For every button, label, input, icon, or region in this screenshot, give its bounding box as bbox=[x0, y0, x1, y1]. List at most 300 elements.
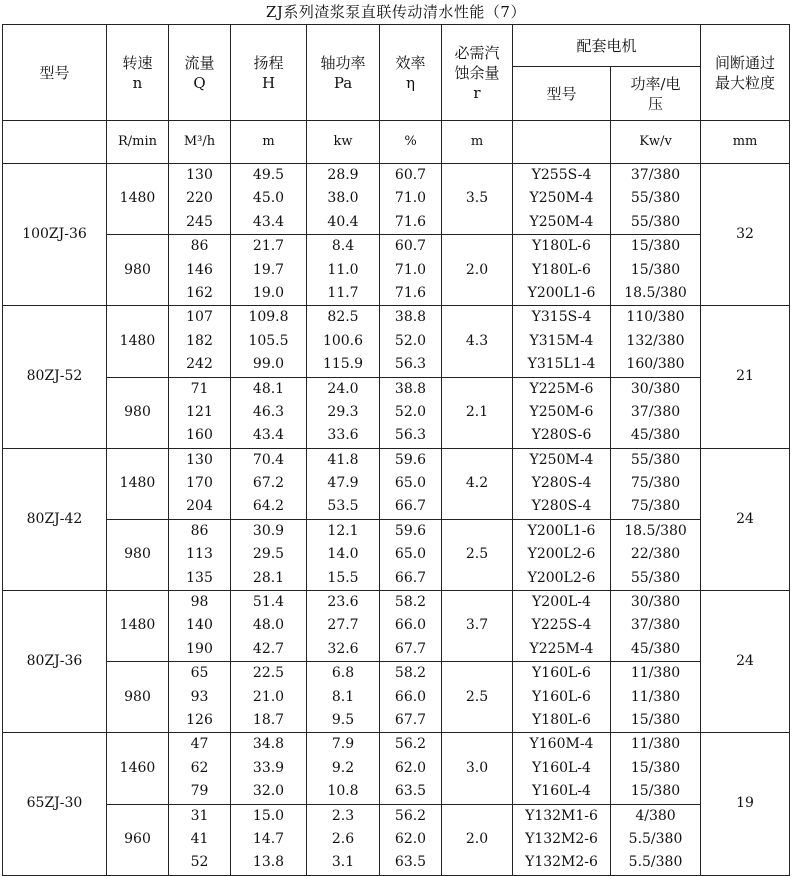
table-body bbox=[3, 164, 790, 876]
efficiency-values bbox=[380, 804, 442, 875]
power-cell: 28.9 bbox=[327, 167, 359, 183]
head-cell: 67.2 bbox=[252, 475, 285, 492]
header-flow: 流量 Q bbox=[169, 25, 231, 121]
motor-model-values bbox=[513, 733, 611, 804]
flow-cell: 126 bbox=[186, 711, 213, 728]
flow-cell: 107 bbox=[186, 309, 213, 326]
head-values bbox=[231, 377, 307, 448]
power-cell: 7.9 bbox=[331, 736, 355, 753]
efficiency-values bbox=[380, 662, 442, 733]
power-cell: 11.7 bbox=[327, 284, 359, 301]
speed-value: 980 bbox=[107, 519, 169, 590]
motor-model-cell: Y280S-4 bbox=[531, 475, 592, 492]
header-efficiency: 效率 η bbox=[380, 25, 442, 121]
unit-motor-power: Kw/v bbox=[611, 121, 701, 164]
table-row bbox=[3, 164, 790, 235]
speed-value: 980 bbox=[107, 235, 169, 306]
header-npsh: 必需汽 蚀余量 r bbox=[442, 25, 513, 121]
motor-model-cell: Y200L1-6 bbox=[527, 522, 596, 539]
speed-value: 960 bbox=[107, 804, 169, 875]
motor-model-cell: Y160M-4 bbox=[529, 736, 594, 753]
particle-size: 19 bbox=[701, 733, 790, 875]
flow-cell: 242 bbox=[186, 356, 213, 373]
power-cell: 53.5 bbox=[327, 498, 359, 515]
flow-values bbox=[169, 662, 231, 733]
head-values bbox=[231, 733, 307, 804]
head-values bbox=[231, 164, 307, 235]
motor-power-values bbox=[611, 519, 701, 590]
pump-model: 65ZJ-30 bbox=[3, 733, 107, 875]
flow-cell: 170 bbox=[186, 475, 213, 492]
efficiency-cell: 66.7 bbox=[394, 569, 427, 586]
head-cell: 21.7 bbox=[252, 238, 285, 255]
head-values bbox=[231, 662, 307, 733]
head-cell: 22.5 bbox=[252, 665, 285, 682]
power-cell: 14.0 bbox=[327, 546, 359, 563]
motor-power-cell: 15/380 bbox=[630, 759, 681, 776]
flow-cell: 41 bbox=[190, 830, 209, 847]
power-cell: 29.3 bbox=[327, 403, 359, 420]
motor-power-cell: 55/380 bbox=[630, 190, 681, 207]
head-cell: 43.4 bbox=[252, 427, 285, 444]
npsh-value: 2.0 bbox=[442, 804, 513, 875]
efficiency-cell: 38.8 bbox=[394, 380, 427, 397]
motor-power-cell: 30/380 bbox=[630, 380, 681, 397]
power-values bbox=[307, 733, 380, 804]
motor-model-cell: Y132M2-6 bbox=[525, 830, 598, 847]
motor-model-cell: Y180L-6 bbox=[532, 261, 591, 278]
efficiency-cell: 65.0 bbox=[394, 546, 427, 563]
motor-model-cell: Y132M2-6 bbox=[525, 854, 598, 871]
motor-power-cell: 110/380 bbox=[626, 309, 685, 326]
table-row bbox=[3, 733, 790, 804]
power-cell: 3.1 bbox=[331, 854, 355, 871]
motor-model-cell: Y250M-4 bbox=[529, 451, 594, 468]
efficiency-values bbox=[380, 591, 442, 662]
motor-power-cell: 4/380 bbox=[635, 807, 676, 824]
efficiency-cell: 71.6 bbox=[394, 284, 427, 301]
flow-cell: 130 bbox=[186, 451, 213, 468]
efficiency-cell: 66.7 bbox=[394, 498, 427, 515]
power-values bbox=[307, 448, 380, 519]
head-cell: 14.7 bbox=[252, 830, 285, 847]
motor-power-cell: 55/380 bbox=[630, 569, 681, 586]
motor-model-values bbox=[513, 164, 611, 235]
head-cell: 13.8 bbox=[252, 854, 285, 871]
motor-model-cell: Y180L-6 bbox=[532, 238, 591, 255]
speed-value: 1480 bbox=[107, 306, 169, 377]
npsh-value: 3.5 bbox=[442, 164, 513, 235]
motor-model-cell: Y315M-4 bbox=[529, 332, 594, 349]
motor-power-cell: 5.5/380 bbox=[628, 854, 683, 871]
head-cell: 46.3 bbox=[252, 403, 285, 420]
power-cell: 9.2 bbox=[331, 759, 355, 776]
header-speed: 转速 n bbox=[107, 25, 169, 121]
head-cell: 70.4 bbox=[252, 451, 285, 468]
power-cell: 24.0 bbox=[327, 380, 359, 397]
efficiency-cell: 59.6 bbox=[394, 451, 427, 468]
motor-model-values bbox=[513, 519, 611, 590]
flow-cell: 130 bbox=[186, 167, 213, 183]
efficiency-values bbox=[380, 164, 442, 235]
power-cell: 6.8 bbox=[331, 665, 355, 682]
flow-cell: 62 bbox=[190, 759, 209, 776]
head-cell: 19.0 bbox=[252, 284, 285, 301]
power-values bbox=[307, 591, 380, 662]
flow-cell: 93 bbox=[190, 688, 209, 705]
motor-power-values bbox=[611, 164, 701, 235]
efficiency-cell: 66.0 bbox=[394, 688, 427, 705]
npsh-value: 4.3 bbox=[442, 306, 513, 377]
flow-cell: 71 bbox=[190, 380, 209, 397]
head-cell: 48.1 bbox=[252, 380, 285, 397]
motor-model-cell: Y160L-6 bbox=[532, 688, 591, 705]
head-cell: 18.7 bbox=[252, 711, 285, 728]
motor-model-cell: Y200L1-6 bbox=[527, 284, 596, 301]
motor-model-cell: Y200L-4 bbox=[532, 594, 591, 611]
npsh-value: 3.0 bbox=[442, 733, 513, 804]
efficiency-cell: 62.0 bbox=[394, 759, 427, 776]
motor-power-cell: 132/380 bbox=[626, 332, 685, 349]
table-row bbox=[3, 591, 790, 662]
power-values bbox=[307, 519, 380, 590]
efficiency-values bbox=[380, 306, 442, 377]
head-values bbox=[231, 804, 307, 875]
motor-power-cell: 22/380 bbox=[630, 546, 681, 563]
motor-power-cell: 11/380 bbox=[630, 736, 681, 753]
motor-power-cell: 15/380 bbox=[630, 711, 681, 728]
performance-table bbox=[2, 24, 790, 876]
flow-cell: 98 bbox=[190, 594, 209, 611]
flow-values bbox=[169, 377, 231, 448]
efficiency-cell: 56.2 bbox=[394, 807, 427, 824]
power-cell: 9.5 bbox=[331, 711, 355, 728]
motor-power-cell: 45/380 bbox=[630, 640, 681, 657]
table-row bbox=[3, 377, 790, 448]
pump-model: 80ZJ-52 bbox=[3, 306, 107, 448]
efficiency-cell: 71.0 bbox=[394, 190, 427, 207]
pump-model: 100ZJ-36 bbox=[3, 164, 107, 306]
power-cell: 2.3 bbox=[331, 807, 355, 824]
particle-size: 32 bbox=[701, 164, 790, 306]
motor-model-cell: Y180L-6 bbox=[532, 711, 591, 728]
motor-power-cell: 55/380 bbox=[630, 213, 681, 230]
efficiency-cell: 71.6 bbox=[394, 213, 427, 230]
motor-power-cell: 18.5/380 bbox=[624, 522, 687, 539]
motor-model-cell: Y250M-4 bbox=[529, 213, 594, 230]
flow-cell: 121 bbox=[186, 403, 213, 420]
motor-power-cell: 11/380 bbox=[630, 688, 681, 705]
motor-model-cell: Y160L-4 bbox=[532, 783, 591, 800]
units-row bbox=[3, 121, 790, 164]
power-cell: 23.6 bbox=[327, 594, 359, 611]
npsh-value: 2.0 bbox=[442, 235, 513, 306]
unit-speed: R/min bbox=[107, 121, 169, 164]
flow-cell: 140 bbox=[186, 617, 213, 634]
head-cell: 43.4 bbox=[252, 213, 285, 230]
power-values bbox=[307, 306, 380, 377]
npsh-value: 2.5 bbox=[442, 519, 513, 590]
flow-values bbox=[169, 235, 231, 306]
efficiency-cell: 52.0 bbox=[394, 403, 427, 420]
efficiency-cell: 71.0 bbox=[394, 261, 427, 278]
head-values bbox=[231, 235, 307, 306]
motor-model-cell: Y280S-6 bbox=[531, 427, 592, 444]
power-values bbox=[307, 804, 380, 875]
power-cell: 8.4 bbox=[331, 238, 355, 255]
flow-cell: 182 bbox=[186, 332, 213, 349]
motor-power-cell: 75/380 bbox=[630, 475, 681, 492]
speed-value: 1480 bbox=[107, 591, 169, 662]
power-cell: 12.1 bbox=[327, 522, 359, 539]
motor-model-cell: Y225M-6 bbox=[529, 380, 594, 397]
motor-model-cell: Y200L2-6 bbox=[527, 569, 596, 586]
unit-motor-model bbox=[513, 121, 611, 164]
motor-power-cell: 75/380 bbox=[630, 498, 681, 515]
motor-model-values bbox=[513, 591, 611, 662]
flow-cell: 190 bbox=[186, 640, 213, 657]
motor-power-cell: 37/380 bbox=[630, 617, 681, 634]
header-motor-model: 型号 bbox=[513, 67, 611, 121]
head-cell: 109.8 bbox=[248, 309, 289, 326]
power-cell: 38.0 bbox=[327, 190, 359, 207]
head-cell: 45.0 bbox=[252, 190, 285, 207]
power-values bbox=[307, 662, 380, 733]
efficiency-cell: 56.3 bbox=[394, 356, 427, 373]
table-row bbox=[3, 448, 790, 519]
power-cell: 82.5 bbox=[327, 309, 359, 326]
flow-values bbox=[169, 448, 231, 519]
flow-values bbox=[169, 306, 231, 377]
motor-model-values bbox=[513, 235, 611, 306]
head-values bbox=[231, 519, 307, 590]
unit-particle: mm bbox=[701, 121, 790, 164]
motor-power-cell: 18.5/380 bbox=[624, 284, 687, 301]
motor-power-cell: 55/380 bbox=[630, 451, 681, 468]
flow-cell: 113 bbox=[186, 546, 213, 563]
power-values bbox=[307, 235, 380, 306]
page-title: ZJ系列渣浆泵直联传动清水性能（7） bbox=[266, 3, 526, 21]
efficiency-cell: 60.7 bbox=[394, 238, 427, 255]
motor-power-values bbox=[611, 377, 701, 448]
efficiency-cell: 38.8 bbox=[394, 309, 427, 326]
flow-cell: 135 bbox=[186, 569, 213, 586]
efficiency-values bbox=[380, 377, 442, 448]
efficiency-cell: 52.0 bbox=[394, 332, 427, 349]
flow-cell: 245 bbox=[186, 213, 213, 230]
power-cell: 15.5 bbox=[327, 569, 359, 586]
head-cell: 29.5 bbox=[252, 546, 285, 563]
motor-model-cell: Y315L1-4 bbox=[527, 356, 596, 373]
motor-power-cell: 30/380 bbox=[630, 594, 681, 611]
npsh-value: 2.5 bbox=[442, 662, 513, 733]
efficiency-cell: 58.2 bbox=[394, 594, 427, 611]
flow-values bbox=[169, 591, 231, 662]
flow-values bbox=[169, 164, 231, 235]
header-motor-power: 功率/电 压 bbox=[611, 67, 701, 121]
efficiency-values bbox=[380, 448, 442, 519]
head-cell: 42.7 bbox=[252, 640, 285, 657]
speed-value: 1480 bbox=[107, 164, 169, 235]
power-cell: 32.6 bbox=[327, 640, 359, 657]
motor-power-cell: 5.5/380 bbox=[628, 830, 683, 847]
power-cell: 41.8 bbox=[327, 451, 359, 468]
motor-power-values bbox=[611, 804, 701, 875]
efficiency-values bbox=[380, 519, 442, 590]
power-cell: 33.6 bbox=[327, 427, 359, 444]
efficiency-cell: 56.2 bbox=[394, 736, 427, 753]
motor-power-values bbox=[611, 448, 701, 519]
motor-model-values bbox=[513, 662, 611, 733]
flow-values bbox=[169, 519, 231, 590]
power-values bbox=[307, 164, 380, 235]
table-row bbox=[3, 804, 790, 875]
efficiency-cell: 62.0 bbox=[394, 830, 427, 847]
power-cell: 27.7 bbox=[327, 617, 359, 634]
unit-flow: M³/h bbox=[169, 121, 231, 164]
motor-power-values bbox=[611, 235, 701, 306]
power-cell: 47.9 bbox=[327, 475, 359, 492]
motor-model-values bbox=[513, 448, 611, 519]
flow-cell: 52 bbox=[190, 854, 209, 871]
speed-value: 980 bbox=[107, 662, 169, 733]
motor-power-cell: 15/380 bbox=[630, 238, 681, 255]
npsh-value: 2.1 bbox=[442, 377, 513, 448]
head-values bbox=[231, 306, 307, 377]
table-row bbox=[3, 235, 790, 306]
motor-power-values bbox=[611, 662, 701, 733]
table-row bbox=[3, 306, 790, 377]
power-values bbox=[307, 377, 380, 448]
motor-power-cell: 37/380 bbox=[630, 167, 681, 183]
power-cell: 11.0 bbox=[327, 261, 359, 278]
power-cell: 100.6 bbox=[322, 332, 364, 349]
motor-model-cell: Y160L-4 bbox=[532, 759, 591, 776]
npsh-value: 3.7 bbox=[442, 591, 513, 662]
motor-power-cell: 37/380 bbox=[630, 403, 681, 420]
motor-model-cell: Y250M-4 bbox=[529, 190, 594, 207]
motor-model-cell: Y200L2-6 bbox=[527, 546, 596, 563]
header-power: 轴功率 Pa bbox=[307, 25, 380, 121]
motor-power-cell: 15/380 bbox=[630, 783, 681, 800]
efficiency-values bbox=[380, 733, 442, 804]
efficiency-cell: 58.2 bbox=[394, 665, 427, 682]
motor-model-values bbox=[513, 804, 611, 875]
unit-efficiency: % bbox=[380, 121, 442, 164]
head-cell: 21.0 bbox=[252, 688, 285, 705]
flow-cell: 86 bbox=[190, 522, 209, 539]
flow-cell: 160 bbox=[186, 427, 213, 444]
motor-model-cell: Y225M-4 bbox=[529, 640, 594, 657]
speed-value: 980 bbox=[107, 377, 169, 448]
particle-size: 21 bbox=[701, 306, 790, 448]
head-values bbox=[231, 591, 307, 662]
motor-power-cell: 45/380 bbox=[630, 427, 681, 444]
head-cell: 28.1 bbox=[252, 569, 285, 586]
power-cell: 40.4 bbox=[327, 213, 359, 230]
flow-cell: 86 bbox=[190, 238, 209, 255]
power-cell: 8.1 bbox=[331, 688, 355, 705]
power-cell: 115.9 bbox=[322, 356, 364, 373]
efficiency-cell: 66.0 bbox=[394, 617, 427, 634]
power-cell: 2.6 bbox=[331, 830, 355, 847]
motor-power-cell: 15/380 bbox=[630, 261, 681, 278]
head-cell: 15.0 bbox=[252, 807, 285, 824]
motor-model-cell: Y250M-6 bbox=[529, 403, 594, 420]
table-row bbox=[3, 662, 790, 733]
power-cell: 10.8 bbox=[327, 783, 359, 800]
head-cell: 49.5 bbox=[252, 167, 285, 183]
motor-power-values bbox=[611, 733, 701, 804]
flow-cell: 146 bbox=[186, 261, 213, 278]
efficiency-cell: 59.6 bbox=[394, 522, 427, 539]
flow-cell: 204 bbox=[186, 498, 213, 515]
head-cell: 30.9 bbox=[252, 522, 285, 539]
head-cell: 105.5 bbox=[248, 332, 289, 349]
particle-size: 24 bbox=[701, 591, 790, 733]
motor-model-cell: Y280S-4 bbox=[531, 498, 592, 515]
efficiency-cell: 56.3 bbox=[394, 427, 427, 444]
motor-power-cell: 160/380 bbox=[626, 356, 685, 373]
flow-cell: 162 bbox=[186, 284, 213, 301]
flow-cell: 47 bbox=[190, 736, 209, 753]
head-cell: 99.0 bbox=[252, 356, 285, 373]
head-values bbox=[231, 448, 307, 519]
head-cell: 33.9 bbox=[252, 759, 285, 776]
efficiency-cell: 65.0 bbox=[394, 475, 427, 492]
header-motor: 配套电机 bbox=[513, 25, 701, 67]
head-cell: 19.7 bbox=[252, 261, 285, 278]
motor-model-cell: Y132M1-6 bbox=[525, 807, 598, 824]
head-cell: 64.2 bbox=[252, 498, 285, 515]
efficiency-cell: 63.5 bbox=[394, 783, 427, 800]
head-cell: 48.0 bbox=[252, 617, 285, 634]
efficiency-cell: 67.7 bbox=[394, 640, 427, 657]
unit-npsh: m bbox=[442, 121, 513, 164]
header-particle: 间断通过 最大粒度 bbox=[701, 25, 790, 121]
pump-model: 80ZJ-36 bbox=[3, 591, 107, 733]
motor-model-cell: Y255S-4 bbox=[531, 167, 592, 183]
motor-model-values bbox=[513, 306, 611, 377]
motor-model-cell: Y160L-6 bbox=[532, 665, 591, 682]
efficiency-cell: 63.5 bbox=[394, 854, 427, 871]
head-cell: 34.8 bbox=[252, 736, 285, 753]
motor-model-cell: Y315S-4 bbox=[531, 309, 592, 326]
header-head: 扬程 H bbox=[231, 25, 307, 121]
unit-head: m bbox=[231, 121, 307, 164]
flow-cell: 220 bbox=[186, 190, 213, 207]
head-cell: 51.4 bbox=[252, 594, 285, 611]
flow-cell: 65 bbox=[190, 665, 209, 682]
npsh-value: 4.2 bbox=[442, 448, 513, 519]
head-cell: 32.0 bbox=[252, 783, 285, 800]
motor-model-values bbox=[513, 377, 611, 448]
flow-values bbox=[169, 733, 231, 804]
efficiency-cell: 67.7 bbox=[394, 711, 427, 728]
speed-value: 1480 bbox=[107, 448, 169, 519]
motor-model-cell: Y225S-4 bbox=[531, 617, 592, 634]
motor-power-values bbox=[611, 591, 701, 662]
table-row bbox=[3, 519, 790, 590]
pump-model: 80ZJ-42 bbox=[3, 448, 107, 590]
motor-power-values bbox=[611, 306, 701, 377]
flow-values bbox=[169, 804, 231, 875]
motor-power-cell: 11/380 bbox=[630, 665, 681, 682]
header-model: 型号 bbox=[3, 25, 107, 121]
particle-size: 24 bbox=[701, 448, 790, 590]
efficiency-values bbox=[380, 235, 442, 306]
flow-cell: 79 bbox=[190, 783, 209, 800]
